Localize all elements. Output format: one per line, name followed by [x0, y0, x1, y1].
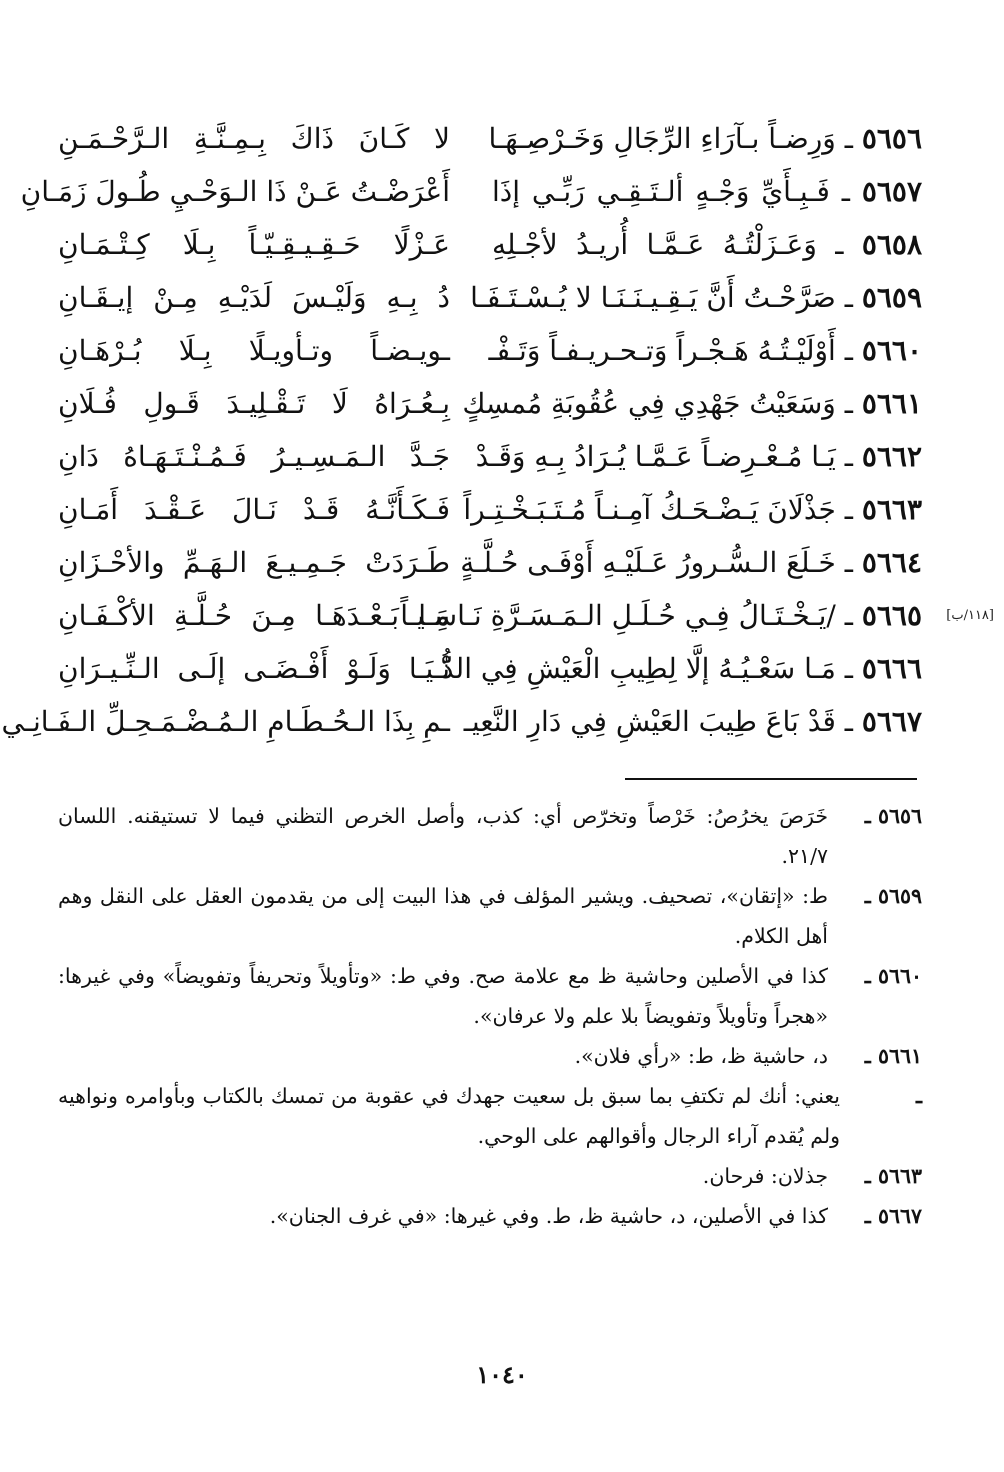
verse: [0, 430, 1004, 483]
footnote-text: يعني: أنك لم تكتفِ بما سبق بل سعيت جهدك في عقوبة من تمسك بالكتاب وبأوامره ونواهيه ولم يُقدم آراء الرجال وأقوالهم على الوحي.: [58, 1084, 840, 1148]
footnotes: [58, 796, 922, 1236]
poem: [0, 112, 1004, 748]
verse-second-hemistich: نْـيَـا وَلَـوْ أَفْـضَـى إلَـى الـنِّـيـرَانِ: [58, 652, 450, 685]
verse-number: ٥٦٦٧: [861, 705, 922, 738]
verse-first-text: يَـا مُـعْـرِضـاً عَـمَّـا يُـرَادُ بِـهِ وَقَـدْ: [475, 440, 836, 473]
verse-second-hemistich: فَـكَـأَنَّـهُ قَـدْ نَـالَ عَـقْـدَ أَمَـانِ: [58, 493, 450, 526]
verse-second-hemistich: أَعْرَضْـتُ عَـنْ ذَا الـوَحْـيِ طُـولَ زَمَـانِ: [20, 175, 450, 208]
page-number: ١٠٤٠: [476, 1360, 528, 1389]
verse-second-hemistich: دُ بِـهِ وَلَيْـسَ لَدَيْـهِ مِـنْ إيـقَـانِ: [58, 281, 450, 314]
verse-number: ٥٦٥٩: [861, 281, 922, 314]
footnote-text: كذا في الأصلين وحاشية ظ مع علامة صح. وفي ط: «وتأويلاً وتحريفاً وتفويضاً» وفي غيرها: «هجراً وتأويلاً وتفويضاً بلا علم ولا عرفان».: [58, 964, 828, 1028]
footnote-number: ٥٦٥٦ ـ: [864, 804, 922, 828]
footnote: [58, 1196, 922, 1236]
footnote-text: خَرَصَ يخرُصُ: خَرْصاً وتخرّص أي: كذب، وأصل الخرص التظني فيما لا تستيقنه. اللسان ٢١/٧.: [58, 804, 828, 868]
verse: [0, 695, 1004, 748]
footnote: [58, 1156, 922, 1196]
verse-second-hemistich: بِـعُـرَاهُ لَا تَـقْـلِيـدَ قَـولِ فُـلَانِ: [58, 387, 450, 420]
verse: [0, 112, 1004, 165]
verse-first-hemistich: ٥٦٦١ ـ وَسَعَيْتُ جَهْدِي فِي عُقُوبَةِ مُمسِكٍ: [462, 387, 922, 420]
verse-first-hemistich: ٥٦٦٤ ـ خَـلَعَ الـسُّـرورُ عَـلَيْـهِ أَوْفَـى حُـلَّـةٍ: [460, 546, 922, 579]
verse-second-hemistich: ـمِ بِذَا الـحُـطَـامِ الـمُـضْـمَـحِـلِّ الـفَـانِـي: [1, 705, 450, 738]
verse: [0, 377, 1004, 430]
footnote-text: ط: «إتقان»، تصحيف. ويشير المؤلف في هذا البيت إلى من يقدمون العقل على النقل وهم أهل الكلام.: [58, 884, 828, 948]
verse-number: ٥٦٦٤: [861, 546, 922, 579]
verse: [0, 218, 1004, 271]
verse-first-text: وَسَعَيْتُ جَهْدِي فِي عُقُوبَةِ مُمسِكٍ: [462, 387, 836, 420]
footnote-text: كذا في الأصلين، د، حاشية ظ، ط. وفي غيرها: «في غرف الجنان».: [269, 1204, 828, 1228]
verse: [0, 324, 1004, 377]
verse-first-hemistich: ٥٦٦٣ ـ جَذْلَانَ يَـضْـحَـكُ آمِـنـاً مُـتَـبَـخْـتِـراً: [463, 493, 922, 526]
footnote-number: ـ: [915, 1084, 922, 1108]
verse-first-text: /يَـخْـتَـالُ فِـي حُـلَـلِ الـمَـسَـرَّةِ نَـاسِـيـاً: [400, 599, 836, 632]
footnote-number: ٥٦٥٩ ـ: [864, 884, 922, 908]
verse: [0, 642, 1004, 695]
verse-first-text: خَـلَعَ الـسُّـرورُ عَـلَيْـهِ أَوْفَـى حُـلَّـةٍ: [460, 546, 836, 579]
verse-number: ٥٦٦٥: [861, 599, 922, 632]
verse-number: ٥٦٦٢: [861, 440, 922, 473]
footnote-text: د، حاشية ظ، ط: «رأي فلان».: [574, 1044, 828, 1068]
verse-first-hemistich: ٥٦٥٨ ـ وَعَـزَلْتُـهُ عَـمَّـا أُريـدُ لأجْـلِهِ: [492, 228, 922, 261]
verse-first-text: صَرَّحْـتُ أَنَّ يَـقِـيـنَـنَـا لا يُـسْـتَـفَـا: [470, 281, 836, 314]
footnote-separator: [625, 778, 917, 780]
verse-number: ٥٦٦٣: [861, 493, 922, 526]
verse-first-text: جَذْلَانَ يَـضْـحَـكُ آمِـنـاً مُـتَـبَـخْـتِـراً: [463, 493, 836, 526]
verse-first-text: فَـبِـأَيِّ وَجْـهٍ ألـتَـقِـي رَبِّـي إذَا: [492, 175, 830, 208]
verse-number: ٥٦٦٦: [861, 652, 922, 685]
verse-second-hemistich: ـويـضـاً وتـأويـلًا بِـلَا بُـرْهَـانِ: [58, 334, 450, 367]
footnote-number: ٥٦٦١ ـ: [864, 1044, 922, 1068]
verse-number: ٥٦٥٨: [861, 228, 922, 261]
verse-first-text: مَـا سَعْـيُـهُ إلَّا لِطِيبِ الْعَيْشِ فِي الدُّ: [440, 652, 836, 685]
verse-second-hemistich: مَـا بَـعْـدَهَـا مِـنَ حُـلَّـةِ الأكْـفَـانِ: [58, 599, 450, 632]
footnote: [58, 1076, 922, 1156]
verse: [0, 536, 1004, 589]
verse-number: ٥٦٦١: [861, 387, 922, 420]
verse: [0, 165, 1004, 218]
footnote-number: ٥٦٦٧ ـ: [864, 1204, 922, 1228]
footnote: [58, 876, 922, 956]
footnote-text: جذلان: فرحان.: [702, 1164, 828, 1188]
verse-number: ٥٦٥٦: [861, 122, 922, 155]
verse-first-hemistich: ٥٦٥٧ ـ فَـبِـأَيِّ وَجْـهٍ ألـتَـقِـي رَبِّـي إذَا: [492, 175, 922, 208]
verse-first-hemistich: ٥٦٦٥ ـ /يَـخْـتَـالُ فِـي حُـلَـلِ الـمَـسَـرَّةِ نَـاسِـيـاً: [400, 599, 922, 632]
verse-first-hemistich: ٥٦٦٦ ـ مَـا سَعْـيُـهُ إلَّا لِطِيبِ الْعَيْشِ فِي الدُّ: [440, 652, 922, 685]
verse-first-text: قَدْ بَاعَ طِيبَ العَيْشِ فِي دَارِ النَّعِيـ: [463, 705, 836, 738]
verse-first-text: وَرِضـاً بـآرَاءِ الرِّجَالِ وَخَـرْصِـهَـا: [488, 122, 836, 155]
verse-first-hemistich: ٥٦٦٧ ـ قَدْ بَاعَ طِيبَ العَيْشِ فِي دَارِ النَّعِيـ: [463, 705, 922, 738]
verse-first-hemistich: ٥٦٥٦ ـ وَرِضـاً بـآرَاءِ الرِّجَالِ وَخَـرْصِـهَـا: [488, 122, 922, 155]
footnote: [58, 796, 922, 876]
footnote: [58, 956, 922, 1036]
verse-second-hemistich: عَـزْلًا حَـقِـيـقِـيّـاً بِـلَا كِـتْـمَـانِ: [58, 228, 450, 261]
verse: [0, 271, 1004, 324]
footnote-number: ٥٦٦٠ ـ: [864, 964, 922, 988]
verse-second-hemistich: لا كَـانَ ذَاكَ بِـمِـنَّـةِ الـرَّحْـمَـنِ: [58, 122, 450, 155]
verse-number: ٥٦٥٧: [861, 175, 922, 208]
verse: [0, 589, 1004, 642]
verse-first-hemistich: ٥٦٥٩ ـ صَرَّحْـتُ أَنَّ يَـقِـيـنَـنَـا لا يُـسْـتَـفَـا: [470, 281, 922, 314]
manuscript-folio-marker: [١١٨/ب]: [946, 608, 994, 623]
footnote-number: ٥٦٦٣ ـ: [864, 1164, 922, 1188]
verse-first-hemistich: ٥٦٦٢ ـ يَـا مُـعْـرِضـاً عَـمَّـا يُـرَادُ بِـهِ وَقَـدْ: [475, 440, 922, 473]
verse-first-text: أَوْلَيْـتُـهُ هَـجْـراً وَتـحـريـفـاً وَتَـفْـ: [488, 334, 836, 367]
footnote: [58, 1036, 922, 1076]
verse-number: ٥٦٦٠: [861, 334, 922, 367]
verse-first-hemistich: ٥٦٦٠ ـ أَوْلَيْـتُـهُ هَـجْـراً وَتـحـريـفـاً وَتَـفْـ: [488, 334, 922, 367]
verse-second-hemistich: طَـرَدَتْ جَـمِـيـعَ الـهَـمِّ والأحْـزَانِ: [58, 546, 450, 579]
verse-second-hemistich: جَـدَّ الـمَـسِـيـرُ فَـمُـنْـتَـهَـاهُ دَانِ: [58, 440, 450, 473]
verse-first-text: وَعَـزَلْتُـهُ عَـمَّـا أُريـدُ لأجْـلِهِ: [492, 228, 817, 261]
verse: [0, 483, 1004, 536]
